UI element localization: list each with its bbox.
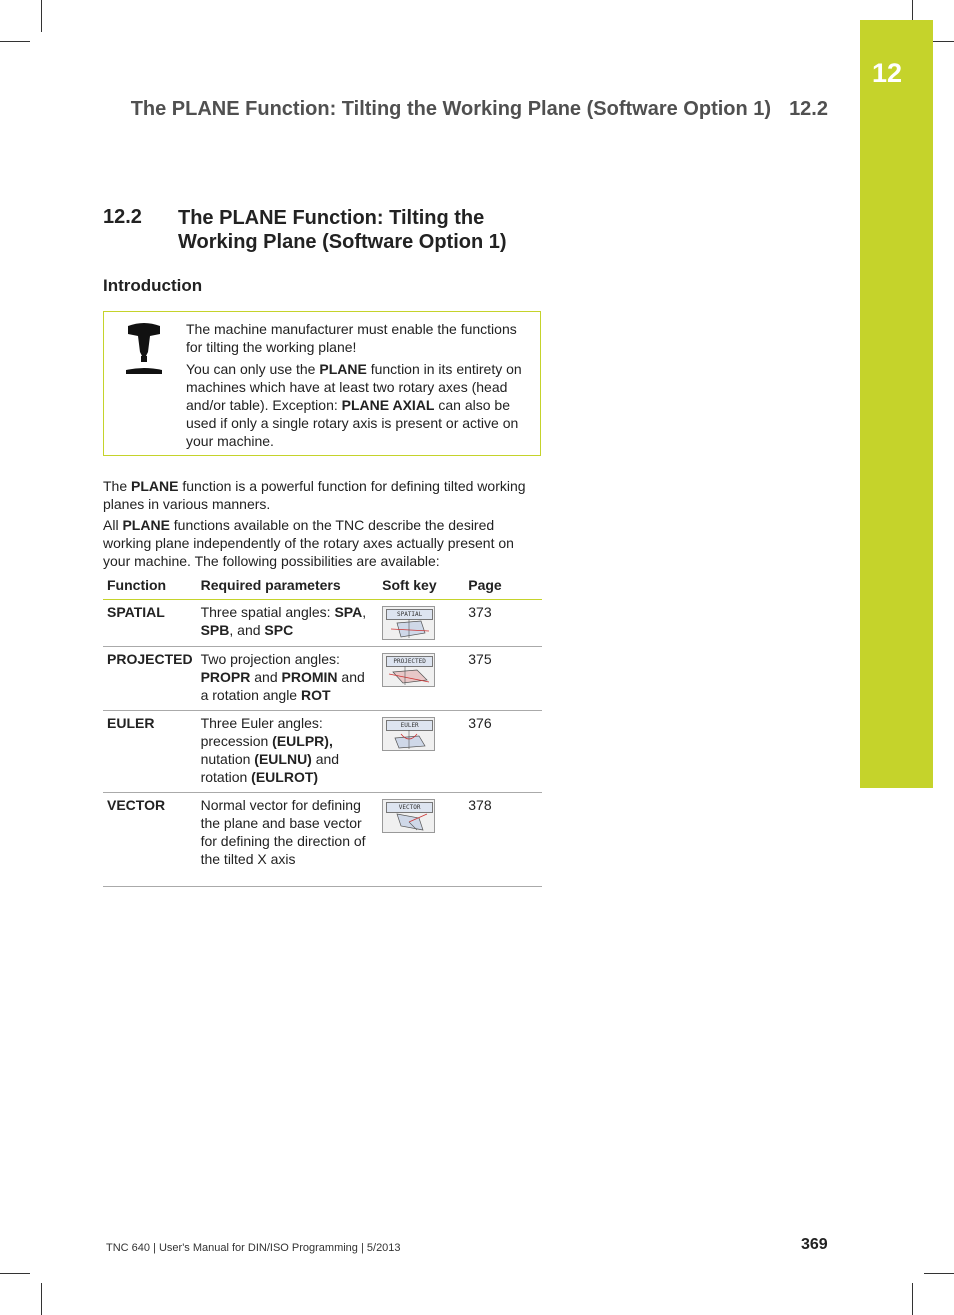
code-keyword: PLANE <box>319 361 367 377</box>
euler-angles-icon <box>383 730 434 750</box>
machine-spindle-icon <box>124 322 164 378</box>
code-keyword: SPB <box>200 622 230 638</box>
text: Three spatial angles: <box>200 604 335 620</box>
text: can also be used if only a single rotary axis is present or active on your machine. <box>186 397 519 449</box>
tilted-plane-icon <box>383 619 434 639</box>
text: Three Euler angles: precession <box>200 715 323 749</box>
text: You can only use the <box>186 361 320 377</box>
page-footer: TNC 640 | User's Manual for DIN/ISO Programming | 5/2013 <box>106 1242 401 1254</box>
softkey-cell <box>378 647 464 711</box>
table-row <box>103 711 542 793</box>
body-paragraph <box>103 477 543 513</box>
parameters-cell <box>197 600 379 647</box>
table-row <box>103 600 542 647</box>
softkey-spatial[interactable] <box>382 606 435 640</box>
text: functions available on the TNC describe the desired working plane independently of the rotary axes actually present on your machine. The following possibilities are available: <box>103 517 514 569</box>
crop-mark <box>0 1273 30 1274</box>
softkey-vector[interactable] <box>382 799 435 833</box>
table-header-row <box>103 577 542 600</box>
function-cell: VECTOR <box>103 793 197 887</box>
text: All <box>103 517 123 533</box>
running-header-title: The PLANE Function: Tilting the Working Plane (Software Option 1) <box>130 98 772 120</box>
page-cell: 376 <box>464 711 542 793</box>
table-row <box>103 647 542 711</box>
column-header: Page <box>464 577 542 600</box>
vector-plane-icon <box>383 812 434 832</box>
softkey-euler[interactable] <box>382 717 435 751</box>
function-cell: SPATIAL <box>103 600 197 647</box>
note-box <box>103 311 541 456</box>
softkey-cell <box>378 793 464 887</box>
parameters-cell <box>197 647 379 711</box>
softkey-cell <box>378 711 464 793</box>
code-keyword: PROMIN <box>281 669 338 685</box>
column-header: Required parameters <box>197 577 379 600</box>
text: nutation <box>200 751 255 767</box>
text: function is a powerful function for defining tilted working planes in various manners. <box>103 478 526 512</box>
text: , and <box>229 622 265 638</box>
code-keyword: PLANE <box>131 478 179 494</box>
note-text <box>186 320 531 454</box>
text: Two projection angles: <box>200 651 340 667</box>
running-header <box>131 98 828 121</box>
chapter-tab <box>860 20 933 788</box>
page-cell: 378 <box>464 793 542 887</box>
text: , <box>362 604 367 620</box>
body-paragraph <box>103 516 543 570</box>
crop-mark <box>0 41 30 42</box>
code-keyword: (EULROT) <box>251 769 319 785</box>
column-header: Function <box>103 577 197 600</box>
projected-plane-icon <box>383 666 434 686</box>
code-keyword: SPA <box>334 604 363 620</box>
table-row <box>103 793 542 887</box>
softkey-cell <box>378 600 464 647</box>
code-keyword: PLANE AXIAL <box>341 397 435 413</box>
code-keyword: ROT <box>300 687 331 703</box>
code-keyword: (EULNU) <box>254 751 312 767</box>
code-keyword: PLANE <box>122 517 170 533</box>
section-title: The PLANE Function: Tilting the Working Plane (Software Option 1) <box>178 207 507 253</box>
page-number: 369 <box>801 1236 828 1253</box>
softkey-projected[interactable] <box>382 653 435 687</box>
function-cell: PROJECTED <box>103 647 197 711</box>
text: The <box>103 478 132 494</box>
section-number: 12.2 <box>103 206 142 228</box>
code-keyword: (EULPR), <box>272 733 333 749</box>
note-paragraph <box>186 360 531 450</box>
code-keyword: SPC <box>264 622 294 638</box>
crop-mark <box>912 0 913 20</box>
softkey-label: EULER <box>386 720 433 731</box>
page-cell: 373 <box>464 600 542 647</box>
column-header: Soft key <box>378 577 464 600</box>
plane-functions-table <box>103 577 542 887</box>
text: function in its entirety on machines which have at least two rotary axes (head and/or table). Exception: <box>186 361 522 413</box>
crop-mark <box>41 0 42 32</box>
text: and a rotation angle <box>200 669 365 703</box>
parameters-cell: Normal vector for defining the plane and base vector for defining the direction of the tilted X axis <box>197 793 379 887</box>
crop-mark <box>912 1283 913 1315</box>
code-keyword: PROPR <box>200 669 251 685</box>
note-paragraph: The machine manufacturer must enable the functions for tilting the working plane! <box>186 321 517 355</box>
parameters-cell <box>197 711 379 793</box>
softkey-label: PROJECTED <box>386 656 433 667</box>
function-cell: EULER <box>103 711 197 793</box>
chapter-tab-number: 12 <box>872 58 903 88</box>
crop-mark <box>924 1273 954 1274</box>
subheading: Introduction <box>103 276 203 295</box>
running-header-number: 12.2 <box>789 98 828 120</box>
page-cell: 375 <box>464 647 542 711</box>
softkey-label: VECTOR <box>386 802 433 813</box>
softkey-label: SPATIAL <box>386 609 433 620</box>
text: and rotation <box>200 751 340 785</box>
crop-mark <box>41 1283 42 1315</box>
text: and <box>250 669 282 685</box>
